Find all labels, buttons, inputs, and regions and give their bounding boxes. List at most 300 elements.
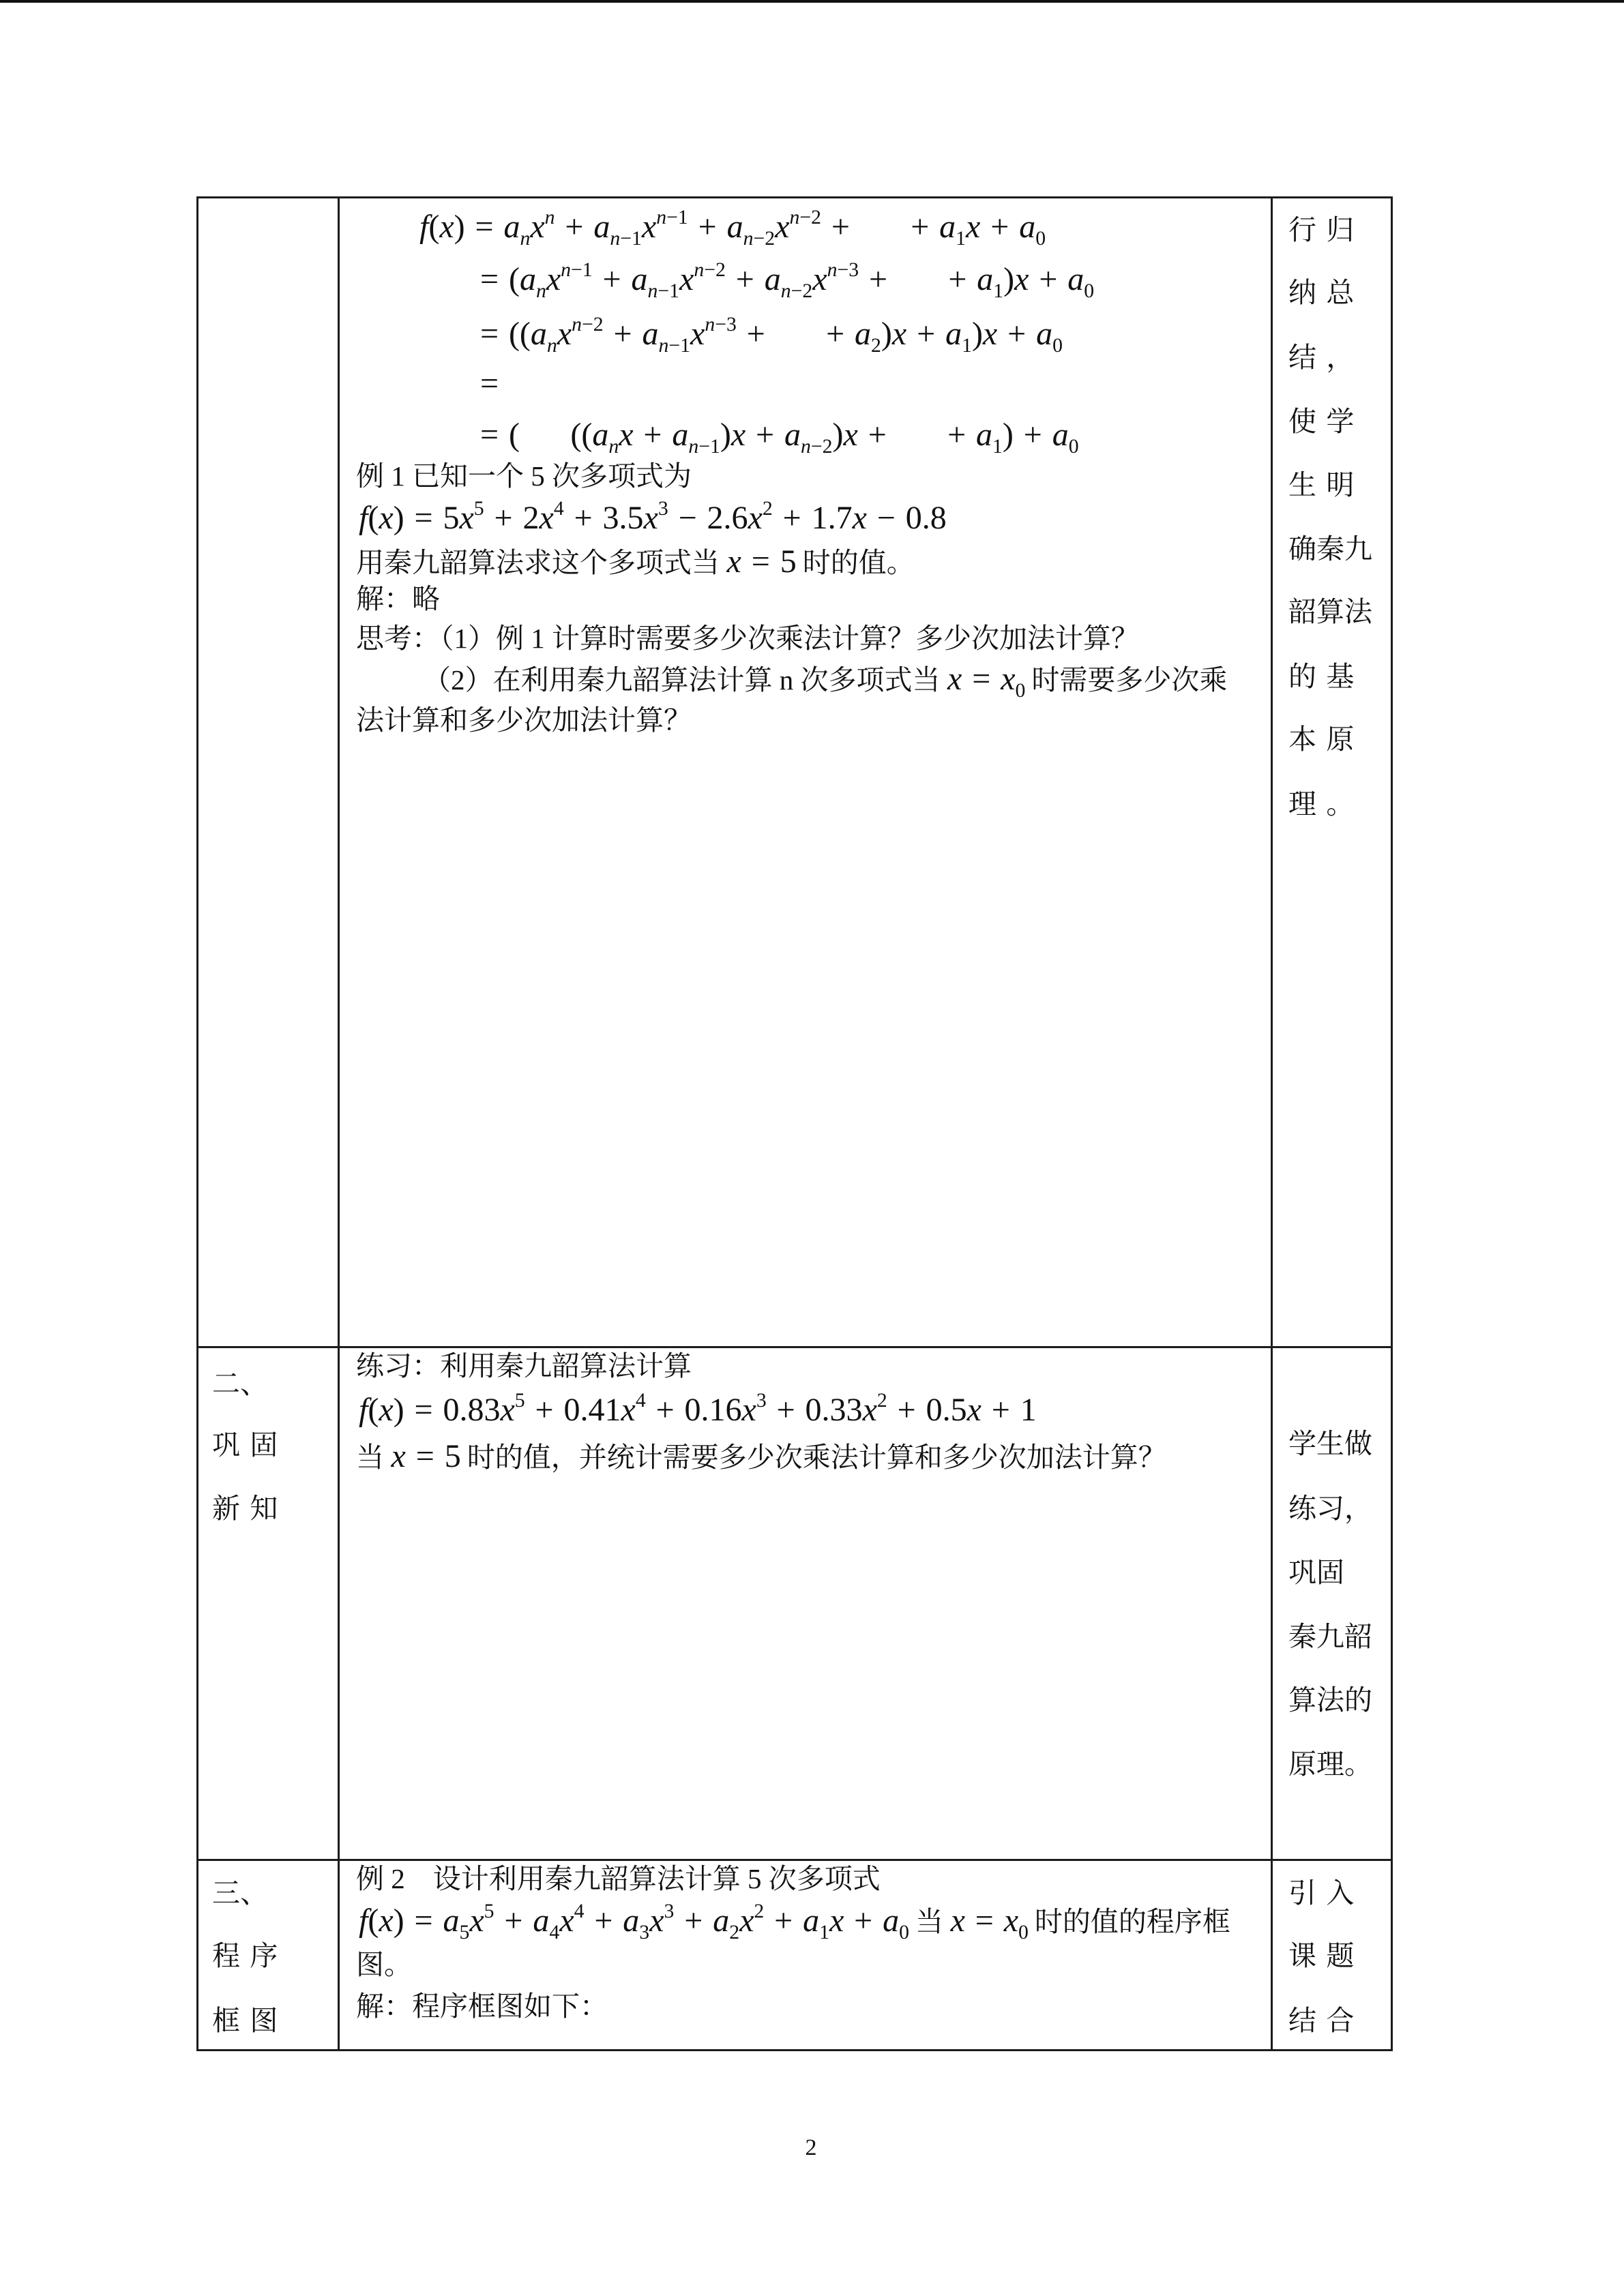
- math-segment: [649, 1899, 675, 1939]
- math-symbol: =: [964, 1903, 1004, 1939]
- math-variable: a: [443, 1903, 460, 1939]
- math-symbol: +: [844, 1903, 883, 1939]
- math-segment: [494, 1903, 560, 1943]
- math-symbol: ): [971, 316, 983, 352]
- teaching-note-line: 学生做: [1288, 1428, 1372, 1459]
- math-variable: a: [672, 417, 689, 453]
- math-symbol: −1: [658, 279, 680, 302]
- teaching-note-line: 确秦九: [1288, 533, 1372, 565]
- math-variable: x: [862, 1392, 877, 1428]
- horner-derivation-line-1: [419, 207, 1046, 248]
- math-symbol: (: [428, 209, 440, 245]
- math-segment: [674, 1903, 740, 1943]
- math-segment: [480, 316, 557, 357]
- math-variable: a: [803, 1903, 820, 1939]
- math-segment: [645, 1388, 767, 1428]
- subscript: [729, 1921, 739, 1943]
- text-segment: 时需要多少次乘: [1031, 664, 1228, 696]
- subscript: [1069, 435, 1079, 458]
- math-symbol: + +: [859, 261, 977, 297]
- math-segment: [859, 261, 1004, 302]
- math-symbol: 3: [639, 1920, 650, 1943]
- math-variable: x: [966, 209, 981, 245]
- math-variable: a: [631, 261, 648, 297]
- math-variable: n: [608, 434, 619, 458]
- math-variable: n: [546, 333, 557, 357]
- math-symbol: 1: [993, 279, 1004, 302]
- math-variable: a: [726, 209, 743, 245]
- math-symbol: −1: [668, 333, 691, 357]
- math-segment: [555, 209, 642, 250]
- teaching-note-line: 韶算法: [1288, 596, 1372, 627]
- math-variable: a: [519, 261, 536, 297]
- math-symbol: 0: [1018, 1920, 1029, 1943]
- math-segment: [727, 543, 797, 580]
- example-2-formula: [359, 1900, 1230, 1941]
- math-variable: f: [359, 500, 368, 536]
- superscript: [545, 206, 555, 228]
- subscript: [658, 334, 690, 357]
- superscript: [515, 1389, 525, 1412]
- math-segment: [775, 205, 821, 245]
- math-segment: [641, 205, 688, 245]
- teaching-note-line: 练习，: [1288, 1493, 1372, 1524]
- math-symbol: + 1.7: [772, 500, 853, 536]
- math-variable: f: [359, 1903, 368, 1939]
- subscript: [781, 280, 813, 302]
- math-variable: x: [966, 1392, 981, 1428]
- math-symbol: +: [603, 316, 643, 352]
- teaching-note-line: 结合: [1288, 2005, 1364, 2036]
- math-variable: n: [544, 205, 555, 228]
- math-variable: n: [780, 279, 791, 302]
- math-symbol: ): [1003, 261, 1015, 297]
- superscript: [877, 1389, 887, 1412]
- math-symbol: −2: [791, 279, 813, 302]
- math-segment: [766, 1388, 887, 1428]
- math-variable: a: [1036, 316, 1053, 352]
- math-symbol: −1: [698, 434, 720, 458]
- math-segment: [971, 316, 1063, 357]
- math-variable: n: [658, 333, 669, 357]
- math-symbol: 5: [459, 1920, 470, 1943]
- math-symbol: 3: [658, 496, 668, 520]
- text-segment: 用秦九韶算法求这个多项式当: [356, 547, 720, 578]
- subscript: [639, 1921, 649, 1943]
- math-variable: a: [1067, 261, 1084, 297]
- superscript: [789, 206, 821, 228]
- example-1-answer: 解：略: [356, 583, 440, 614]
- math-symbol: (: [368, 1392, 379, 1428]
- math-symbol: ) =: [454, 209, 504, 245]
- math-variable: x: [1003, 1903, 1019, 1939]
- math-variable: x: [741, 1392, 756, 1428]
- math-segment: [359, 1903, 470, 1943]
- column-divider-right: [1271, 196, 1273, 2051]
- math-variable: n: [520, 226, 531, 250]
- math-symbol: 5: [473, 496, 484, 520]
- math-variable: n: [801, 434, 811, 458]
- example-2-title: 例 2 设计利用秦九韶算法计算 5 次多项式: [356, 1863, 881, 1894]
- math-symbol: + +: [857, 417, 977, 453]
- math-variable: x: [546, 261, 561, 297]
- math-symbol: + 0.41: [525, 1392, 621, 1428]
- math-variable: x: [739, 1903, 754, 1939]
- math-symbol: = 5: [741, 543, 797, 580]
- section-label: 新知: [212, 1493, 288, 1524]
- math-segment: [525, 1388, 646, 1428]
- math-symbol: (: [368, 1903, 379, 1939]
- subscript: [992, 435, 1003, 458]
- math-variable: a: [784, 417, 801, 453]
- subscript: [1052, 334, 1063, 357]
- math-variable: n: [694, 258, 705, 281]
- math-symbol: +: [674, 1903, 713, 1939]
- teaching-note-line: 巩固: [1288, 1557, 1344, 1588]
- math-variable: a: [855, 316, 872, 352]
- subscript: [688, 435, 720, 458]
- math-symbol: 5: [484, 1899, 494, 1922]
- math-variable: x: [748, 500, 763, 536]
- teaching-note-line: 原理。: [1288, 1748, 1372, 1780]
- horner-derivation-line-2: [480, 259, 1094, 300]
- math-variable: a: [1019, 209, 1036, 245]
- math-variable: x: [891, 316, 907, 352]
- math-symbol: 4: [549, 1920, 560, 1943]
- math-segment: [720, 417, 833, 458]
- math-segment: [480, 366, 499, 402]
- math-variable: x: [679, 261, 694, 297]
- math-symbol: −1: [571, 258, 593, 281]
- math-variable: a: [623, 1903, 640, 1939]
- math-segment: [736, 316, 881, 357]
- math-variable: x: [559, 1903, 574, 1939]
- math-segment: [947, 661, 1026, 702]
- math-variable: x: [439, 209, 454, 245]
- math-segment: [668, 496, 773, 536]
- math-symbol: + 0.5: [887, 1392, 967, 1428]
- subscript: [1018, 1921, 1029, 1943]
- math-variable: x: [379, 1903, 394, 1939]
- math-symbol: −1: [666, 205, 688, 228]
- math-symbol: −2: [810, 434, 833, 458]
- math-variable: n: [743, 226, 754, 250]
- text-segment: 当: [356, 1442, 384, 1473]
- math-variable: a: [593, 209, 610, 245]
- math-symbol: ): [720, 417, 731, 453]
- math-symbol: −2: [753, 226, 776, 250]
- subscript: [993, 280, 1003, 302]
- math-variable: a: [503, 209, 520, 245]
- math-symbol: −2: [704, 258, 726, 281]
- math-segment: [725, 261, 813, 302]
- math-symbol: −2: [581, 312, 604, 336]
- superscript: [763, 497, 773, 520]
- math-symbol: 3: [756, 1388, 767, 1412]
- math-segment: [966, 209, 1046, 250]
- math-variable: f: [359, 1392, 368, 1428]
- math-variable: a: [533, 1903, 550, 1939]
- math-segment: [530, 205, 555, 245]
- math-variable: x: [500, 1392, 515, 1428]
- math-variable: n: [572, 312, 582, 336]
- math-variable: a: [945, 316, 962, 352]
- teaching-note-line: 秦九韶: [1288, 1621, 1372, 1652]
- example-1-question: [356, 541, 915, 582]
- math-variable: n: [827, 258, 838, 281]
- math-variable: x: [852, 500, 867, 536]
- teaching-note-line: 本原: [1288, 724, 1364, 755]
- math-segment: [821, 209, 966, 250]
- math-variable: x: [379, 1392, 394, 1428]
- math-segment: [603, 316, 691, 357]
- math-variable: x: [391, 1438, 406, 1474]
- math-segment: [829, 1903, 909, 1943]
- math-variable: x: [379, 500, 394, 536]
- math-variable: x: [829, 1903, 844, 1939]
- horner-derivation-line-4: [480, 363, 499, 404]
- teaching-note-line: 结，: [1288, 342, 1364, 373]
- superscript: [636, 1389, 646, 1412]
- superscript: [574, 1900, 585, 1922]
- math-variable: x: [469, 1903, 484, 1939]
- math-symbol: + 0.16: [645, 1392, 742, 1428]
- think-question-2-continued: 法计算和多少次加法计算？: [356, 704, 692, 736]
- math-symbol: − 0.8: [866, 500, 947, 536]
- section-label: 三、: [212, 1877, 268, 1909]
- subscript: [1084, 280, 1094, 302]
- math-segment: [480, 261, 546, 302]
- math-symbol: 0: [1035, 226, 1046, 250]
- math-symbol: +: [764, 1903, 803, 1939]
- math-symbol: (: [368, 500, 379, 536]
- teaching-note-line: 纳总: [1288, 277, 1364, 308]
- math-segment: [832, 417, 1003, 458]
- math-segment: [559, 1899, 585, 1939]
- math-segment: [773, 500, 947, 536]
- math-symbol: + +: [736, 316, 855, 352]
- math-symbol: +: [688, 209, 727, 245]
- column-divider-left: [338, 196, 340, 2051]
- math-segment: [950, 1903, 1029, 1943]
- superscript: [756, 1389, 767, 1412]
- math-symbol: +: [584, 1903, 623, 1939]
- math-symbol: 2: [762, 496, 773, 520]
- subscript: [536, 280, 546, 302]
- math-symbol: −1: [620, 226, 642, 250]
- math-segment: [484, 496, 564, 536]
- math-symbol: +: [592, 261, 632, 297]
- math-variable: a: [764, 261, 781, 297]
- math-symbol: =: [480, 366, 499, 402]
- math-segment: [881, 316, 972, 357]
- teaching-note-line: 课题: [1288, 1940, 1364, 1971]
- math-variable: x: [557, 316, 572, 352]
- subscript: [956, 227, 966, 250]
- math-segment: [392, 1438, 461, 1474]
- math-symbol: 1: [819, 1920, 829, 1943]
- teaching-note-line: 的基: [1288, 661, 1364, 692]
- subscript: [549, 1921, 559, 1943]
- math-segment: [359, 1388, 525, 1428]
- subscript: [871, 334, 881, 357]
- math-symbol: + 1: [981, 1392, 1037, 1428]
- math-segment: [480, 417, 619, 458]
- section-label: 巩固: [212, 1429, 288, 1461]
- math-segment: [679, 258, 726, 297]
- math-symbol: +: [980, 209, 1020, 245]
- math-symbol: −3: [715, 312, 737, 336]
- math-variable: x: [530, 209, 545, 245]
- text-segment: 时的值的程序框: [1034, 1906, 1230, 1937]
- math-segment: [592, 261, 680, 302]
- section-label: 程序: [212, 1940, 288, 1971]
- math-variable: f: [419, 209, 429, 245]
- subscript: [547, 334, 557, 357]
- math-segment: [557, 312, 604, 352]
- math-variable: x: [649, 1903, 664, 1939]
- subscript: [962, 334, 972, 357]
- math-symbol: ): [832, 417, 844, 453]
- math-symbol: 0: [899, 1920, 909, 1943]
- math-variable: n: [647, 279, 658, 302]
- superscript: [827, 258, 859, 281]
- math-variable: a: [1052, 417, 1069, 453]
- teaching-note-line: 行归: [1288, 214, 1364, 245]
- math-variable: a: [883, 1903, 900, 1939]
- math-segment: [739, 1899, 765, 1939]
- think-question-1: 思考：（1）例 1 计算时需要多少次乘法计算？多少次加法计算？: [356, 623, 1139, 654]
- math-symbol: +: [555, 209, 594, 245]
- math-symbol: +: [1029, 261, 1068, 297]
- math-symbol: 4: [553, 496, 564, 520]
- subscript: [743, 227, 776, 250]
- superscript: [484, 1900, 494, 1922]
- subscript: [648, 280, 680, 302]
- math-symbol: − 2.6: [668, 500, 748, 536]
- math-symbol: 4: [574, 1899, 585, 1922]
- math-variable: x: [621, 1392, 636, 1428]
- math-variable: x: [539, 500, 554, 536]
- math-variable: n: [789, 205, 800, 228]
- math-symbol: 2: [729, 1920, 740, 1943]
- math-symbol: 4: [635, 1388, 646, 1412]
- math-symbol: 3: [664, 1899, 675, 1922]
- math-symbol: 0: [1084, 279, 1095, 302]
- math-variable: x: [643, 500, 658, 536]
- math-variable: n: [688, 434, 699, 458]
- math-segment: [812, 258, 859, 297]
- math-variable: a: [939, 209, 956, 245]
- math-symbol: ) = 0.83: [393, 1392, 501, 1428]
- math-symbol: 1: [962, 333, 972, 357]
- math-variable: x: [619, 417, 634, 453]
- teaching-note-line: 算法的: [1288, 1684, 1372, 1716]
- math-symbol: 2: [876, 1388, 887, 1412]
- math-segment: [359, 496, 484, 536]
- math-segment: [887, 1392, 1037, 1428]
- subscript: [459, 1921, 469, 1943]
- math-variable: x: [812, 261, 827, 297]
- math-variable: n: [610, 226, 621, 250]
- math-symbol: ) =: [393, 1903, 443, 1939]
- superscript: [694, 258, 726, 281]
- math-segment: [563, 496, 668, 536]
- math-symbol: 2: [871, 333, 881, 357]
- math-segment: [688, 209, 776, 250]
- teaching-note-line: 生明: [1288, 469, 1364, 501]
- math-variable: n: [705, 312, 715, 336]
- math-symbol: 5: [514, 1388, 525, 1412]
- math-symbol: 1: [992, 434, 1003, 458]
- math-segment: [1003, 261, 1095, 302]
- math-segment: [619, 417, 720, 458]
- math-symbol: +: [906, 316, 946, 352]
- subscript: [610, 227, 642, 250]
- math-symbol: ) = 5: [393, 500, 460, 536]
- math-segment: [469, 1899, 494, 1939]
- math-variable: x: [843, 417, 858, 453]
- text-segment: 时的值。: [802, 547, 915, 578]
- math-symbol: +: [494, 1903, 533, 1939]
- math-segment: [419, 209, 531, 250]
- subscript: [1035, 227, 1046, 250]
- exercise-title: 练习：利用秦九韶算法计算: [356, 1350, 692, 1382]
- math-symbol: + +: [821, 209, 940, 245]
- math-symbol: + 3.5: [563, 500, 644, 536]
- math-segment: [690, 312, 737, 352]
- math-symbol: + 0.33: [766, 1392, 863, 1428]
- superscript: [554, 497, 564, 520]
- subscript: [801, 435, 833, 458]
- horner-derivation-line-5: [480, 415, 1079, 456]
- math-variable: n: [656, 205, 667, 228]
- superscript: [754, 1900, 764, 1922]
- math-symbol: 2: [754, 1899, 765, 1922]
- example-1-formula: [359, 498, 947, 539]
- math-symbol: = ( ((: [480, 417, 593, 453]
- text-segment: （2）在利用秦九韶算法计算 n 次多项式当: [423, 664, 941, 696]
- math-symbol: 1: [956, 226, 966, 250]
- math-segment: [1002, 417, 1079, 458]
- example-1-title: 例 1 已知一个 5 次多项式为: [356, 460, 692, 492]
- math-variable: a: [530, 316, 547, 352]
- math-variable: x: [459, 500, 474, 536]
- math-variable: x: [641, 209, 657, 245]
- subscript: [520, 227, 530, 250]
- exercise-formula: [359, 1390, 1037, 1431]
- think-question-2: [423, 659, 1227, 700]
- math-variable: a: [592, 417, 609, 453]
- math-symbol: +: [997, 316, 1037, 352]
- superscript: [474, 497, 484, 520]
- math-symbol: 0: [1015, 679, 1026, 702]
- math-symbol: 0: [1052, 333, 1063, 357]
- superscript: [705, 313, 737, 336]
- subscript: [1016, 679, 1026, 702]
- math-variable: x: [982, 316, 998, 352]
- horner-derivation-line-3: [480, 314, 1063, 355]
- math-symbol: −2: [799, 205, 821, 228]
- math-symbol: +: [633, 417, 673, 453]
- math-symbol: ) +: [1002, 417, 1052, 453]
- math-variable: a: [642, 316, 659, 352]
- math-symbol: + 2: [484, 500, 540, 536]
- text-segment: 当: [915, 1906, 944, 1937]
- superscript: [664, 1900, 674, 1922]
- math-variable: a: [713, 1903, 730, 1939]
- superscript: [658, 497, 668, 520]
